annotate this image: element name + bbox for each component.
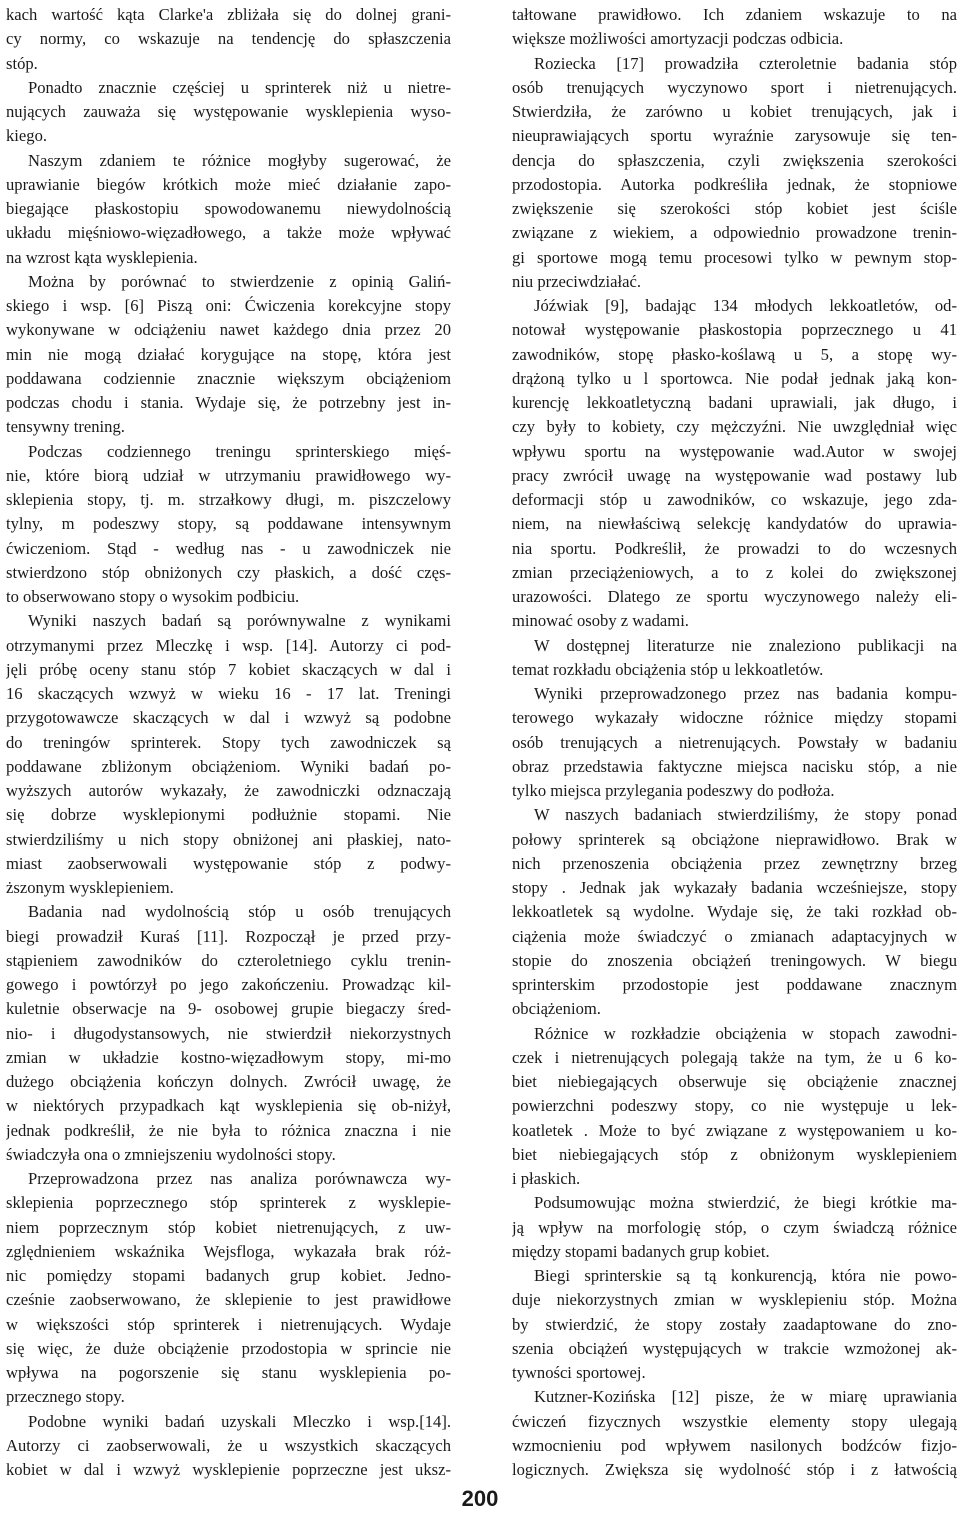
text-line: kuletnie obserwacje na 9- osobowej grupie biegaczy śred- xyxy=(6,999,451,1019)
text-line: 16 skaczących wzwyż w wieku 16 - 17 lat. Treningi xyxy=(6,684,451,703)
text-line: otrzymanymi przez Mleczkę i wsp. [14]. Autorzy ci pod- xyxy=(6,635,451,655)
text-line: szenia obciążeń występujących w trakcie wzmożonej ak- xyxy=(512,1338,957,1358)
text-line: stąpieniem zawodników do czteroletniego cyklu trenin- xyxy=(6,950,451,970)
text-line: biegi prowadził Kuraś [11]. Rozpoczął je przed przy- xyxy=(6,926,451,946)
text-line: stóp. xyxy=(6,53,38,73)
text-line: koatletek . Może to być związane z występowaniem u ko- xyxy=(512,1120,957,1140)
text-line: się więc, że duże obciążenie przodostopia w sprincie nie xyxy=(6,1338,451,1358)
text-line: świadczyła ona o zmniejszeniu wydolności stopy. xyxy=(6,1144,336,1164)
text-line: podczas chodu i stania. Wydaje się, że potrzebny jest in- xyxy=(6,393,451,412)
text-line: wpływa na pogorszenie się stanu wysklepienia po- xyxy=(6,1363,451,1382)
text-line: uprawianie biegów krótkich może mieć działanie zapo- xyxy=(6,174,451,194)
text-line: tywności sportowej. xyxy=(512,1363,646,1382)
text-line: Przeprowadzona przez nas analiza porównawcza wy- xyxy=(28,1169,451,1188)
text-line: poddawana codziennie znacznie większym obciążeniom xyxy=(6,368,451,388)
text-line: nich przenoszenia obciążenia przez zewnętrzny brzeg xyxy=(512,853,957,873)
text-line: tałtowane prawidłowo. Ich zdaniem wskazuje to na xyxy=(512,5,957,24)
text-line: czek i nietrenujących polegają także na tym, że u 6 ko- xyxy=(512,1047,957,1067)
text-line: przodostopia. Autorka podkreśliła jednak, że stopniowe xyxy=(512,174,957,194)
text-line: biet niebiegających obserwuje się obciążenie znacznej xyxy=(512,1072,957,1091)
text-line: lekkoatletek są wydolne. Wydaje się, że taki rozkład ob- xyxy=(512,902,957,922)
text-line: przygotowawcze skaczących w dal i wzwyż są podobne xyxy=(6,708,451,728)
text-line: osób trenujących wyczynowo sport i nietrenujących. xyxy=(512,77,957,97)
left-text-column xyxy=(6,3,451,1482)
text-line: Naszym zdaniem te różnice mogłyby sugerować, że xyxy=(28,150,451,170)
text-line: osób trenujących a nietrenujących. Powstały w badaniu xyxy=(512,732,957,752)
text-line: Podsumowując można stwierdzić, że biegi krótkie ma- xyxy=(534,1193,957,1213)
text-line: powierzchni podeszwy stopy, co nie występuje u lek- xyxy=(512,1096,957,1116)
text-line: ćwiczeń fizycznych wszystkie elementy stopy ulegają xyxy=(512,1411,957,1431)
text-line: wykonywane w odciążeniu nawet każdego dnia przez 20 xyxy=(6,320,451,340)
text-line: duje niekorzystnych zmian w wysklepieniu stóp. Można xyxy=(512,1290,957,1310)
page-number: 200 xyxy=(461,1486,499,1511)
text-line: większe możliwości amortyzacji podczas odbicia. xyxy=(512,29,844,49)
text-line: sklepienia poprzecznego stóp sprinterek z wysklepie- xyxy=(6,1193,451,1213)
text-line: stwierdziliśmy u nich stopy obniżonej ani płaskiej, nato- xyxy=(6,829,451,849)
text-line: kurencję lekkoatletyczną badani uprawiali, jak długo, i xyxy=(512,393,957,412)
text-line: dencja do spłaszczenia, czyli zwiększenia szerokości xyxy=(512,150,957,170)
text-line: Ponadto znacznie częściej u sprinterek niż u nietre- xyxy=(28,77,451,97)
text-line: połowy sprinterek są obciążone nieprawidłowo. Brak w xyxy=(512,829,957,849)
right-text-column xyxy=(512,3,957,1482)
text-line: notował występowanie płaskostopia poprzecznego u 41 xyxy=(512,320,957,340)
text-line: Podobne wyniki badań uzyskali Mleczko i wsp.[14]. xyxy=(28,1411,451,1431)
text-line: obciążeniom. xyxy=(512,999,601,1019)
text-line: nieuprawiających sportu wyraźnie zarysowuje się ten- xyxy=(512,126,957,146)
text-line: na wzrost kąta wysklepienia. xyxy=(6,247,198,267)
text-line: urazowości. Dlatego ze sportu wyczynowego należy eli- xyxy=(512,587,957,606)
text-line: Stwierdziła, że zarówno u kobiet trenujących, jak i xyxy=(512,102,957,121)
text-line: deformacji stóp u zawodników, co wskazuje, jego zda- xyxy=(512,490,957,509)
text-line: to obserwowano stopy o wysokim podbiciu. xyxy=(6,587,300,606)
text-line: wyższych autorów wykazały, że zawodniczki odznaczają xyxy=(6,781,451,800)
text-line: zwiększenie się szerokości stóp kobiet jest ściśle xyxy=(512,199,957,218)
text-line: poddawane zbliżonym obciążeniom. Wyniki badań po- xyxy=(6,756,451,776)
text-line: w niektórych przypadkach kąt wysklepienia się ob-niżył, xyxy=(6,1096,451,1116)
text-line: W naszych badaniach stwierdziliśmy, że stopy ponad xyxy=(534,805,957,825)
text-line: logicznych. Zwiększa się wydolność stóp i z łatwością xyxy=(512,1460,957,1479)
text-line: miast zaobserwowali występowanie stóp z podwy- xyxy=(6,853,451,873)
text-line: dużego obciążenia kończyn dolnych. Zwrócił uwagę, że xyxy=(6,1072,451,1091)
text-line: stwierdzono stóp obniżonych czy płaskich, a dość częs- xyxy=(6,562,451,582)
text-line: nic pomiędzy stopami badanych grup kobiet. Jedno- xyxy=(6,1266,451,1285)
text-line: nujących zauważa się występowanie wysklepienia wyso- xyxy=(6,102,451,121)
text-line: terowego wykazały widoczne różnice między stopami xyxy=(512,708,957,728)
text-line: cześnie zaobserwowano, że sklepienie to jest prawidłowe xyxy=(6,1290,451,1310)
text-line: Wyniki naszych badań są porównywalne z wynikami xyxy=(28,611,451,631)
text-line: kiego. xyxy=(6,126,48,146)
text-line: niem, na niewłaściwą selekcję kandydatów do uprawia- xyxy=(512,514,957,534)
text-line: zmian przeciążeniowych, a to z kolei do zwiększonej xyxy=(512,562,957,582)
text-line: biegające płaskostopiu spowodowanemu niewydolnością xyxy=(6,199,451,218)
text-line: ją wpływ na morfologię stóp, o czym świadczą różnice xyxy=(512,1217,957,1237)
text-line: Badania nad wydolnością stóp u osób trenujących xyxy=(28,902,451,922)
text-line: minować osoby z wadami. xyxy=(512,611,689,631)
text-line: Kutzner-Kozińska [12] pisze, że w miarę uprawiania xyxy=(534,1387,957,1407)
text-line: gi sportowe mogą temu procesowi tylko w pewnym stop- xyxy=(512,247,957,267)
text-line: ższonym wysklepieniem. xyxy=(6,878,174,897)
text-line: tensywny trening. xyxy=(6,417,125,437)
text-line: by stwierdzić, że stopy zostały zaadaptowane do zno- xyxy=(512,1314,957,1334)
text-line: nie, które biorą udział w utrzymaniu prawidłowego wy- xyxy=(6,465,451,485)
text-line: zględnieniem wskaźnika Wejsfloga, wykazała brak róż- xyxy=(6,1241,451,1261)
text-line: Można by porównać to stwierdzenie z opinią Galiń- xyxy=(28,271,451,291)
text-line: czy były to kobiety, czy mężczyźni. Nie uwzględniał więc xyxy=(512,417,957,437)
text-line: niu przeciwdziałać. xyxy=(512,271,641,291)
text-line: Podczas codziennego treningu sprinterskiego mięś- xyxy=(28,441,451,461)
text-line: Jóźwiak [9], badając 134 młodych lekkoatletów, od- xyxy=(534,296,957,315)
text-line: sklepienia stopy, tj. m. strzałkowy długi, m. piszczelowy xyxy=(6,490,451,509)
text-line: związane z wiekiem, a odpowiednio prowadzone trenin- xyxy=(512,223,957,243)
text-line: Różnice w rozkładzie obciążenia w stopach zawodni- xyxy=(534,1023,957,1043)
text-line: przecznego stopy. xyxy=(6,1387,125,1407)
text-line: ćwiczeniom. Stąd - według nas - u zawodniczek nie xyxy=(6,538,451,558)
text-line: tylny, m podeszwy stopy, są poddawane intensywnym xyxy=(6,514,451,534)
text-line: pracy zwrócił uwagę na występowanie wad postawy lub xyxy=(512,465,957,485)
text-line: Autorzy ci zaobserwowali, że u wszystkich skaczących xyxy=(6,1435,451,1455)
text-line: zawodników, stopę płasko-koślawą u 5, a stopę wy- xyxy=(512,344,957,364)
text-line: stopie do znoszenia obciążeń treningowych. W biegu xyxy=(512,950,957,970)
text-line: do treningów sprinterek. Stopy tych zawodniczek są xyxy=(6,732,451,752)
text-line: drążoną tylko u l sportowca. Nie podał jednak jaką kon- xyxy=(512,368,957,388)
text-line: jęli próbę oceny stanu stóp 7 kobiet skaczących w dal i xyxy=(6,659,451,679)
text-line: tylko miejsca przylegania podeszwy do podłoża. xyxy=(512,781,835,800)
text-line: układu mięśniowo-więzadłowego, a także może wpływać xyxy=(6,223,451,243)
text-line: zmian w układzie kostno-więzadłowym stopy, mi-mo xyxy=(6,1047,451,1067)
text-line: cy normy, co wskazuje na tendencję do spłaszczenia xyxy=(6,29,451,49)
text-line: skiego i wsp. [6] Piszą oni: Ćwiczenia korekcyjne stopy xyxy=(6,296,451,315)
text-line: temat rozkładu obciążenia stóp u lekkoatletów. xyxy=(512,659,824,679)
text-line: się dobrze wysklepionymi podłużnie stopami. Nie xyxy=(6,805,451,825)
text-line: obraz przedstawia faktyczne miejsca nacisku stóp, a nie xyxy=(512,756,957,776)
text-line: min nie mogą działać korygujące na stopę, która jest xyxy=(6,344,451,364)
text-line: jednak podkreślił, że nie była to różnica znaczna i nie xyxy=(6,1120,451,1140)
text-line: kobiet w dal i wzwyż wysklepienie poprzeczne jest uksz- xyxy=(6,1460,451,1479)
text-line: między stopami badanych grup kobiet. xyxy=(512,1241,770,1261)
text-line: Roziecka [17] prowadziła czteroletnie badania stóp xyxy=(534,53,957,73)
text-line: Biegi sprinterskie są tą konkurencją, która nie powo- xyxy=(534,1266,957,1285)
text-line: niem poprzecznym stóp kobiet nietrenujących, z uw- xyxy=(6,1217,451,1237)
text-line: nia sportu. Podkreślił, że prowadzi to do wczesnych xyxy=(512,538,957,558)
text-line: i płaskich. xyxy=(512,1169,581,1188)
text-line: kach wartość kąta Clarke'a zbliżała się do dolnej grani- xyxy=(6,5,451,24)
text-line: stopy . Jednak jak wykazały badania wcześniejsze, stopy xyxy=(512,878,957,897)
text-line: biet niebiegających stóp z obniżonym wysklepieniem xyxy=(512,1144,957,1164)
text-line: gowego i powtórzył po jego zakończeniu. Prowadząc kil- xyxy=(6,975,451,994)
text-line: wzmocnieniu pod wpływem nasilonych bodźców fizjo- xyxy=(512,1435,957,1455)
text-line: nio- i długodystansowych, nie stwierdził niekorzystnych xyxy=(6,1023,451,1043)
text-line: sprinterskim przodostopie jest poddawane znacznym xyxy=(512,975,957,994)
text-line: ciążenia może świadczyć o zmianach adaptacyjnych w xyxy=(512,926,957,946)
text-line: w większości stóp sprinterek i nietrenujących. Wydaje xyxy=(6,1314,451,1334)
text-line: W dostępnej literaturze nie znaleziono publikacji na xyxy=(534,635,957,655)
text-line: wpływu sportu na występowanie wad.Autor w swojej xyxy=(512,441,957,461)
text-line: Wyniki przeprowadzonego przez nas badania kompu- xyxy=(534,684,957,703)
